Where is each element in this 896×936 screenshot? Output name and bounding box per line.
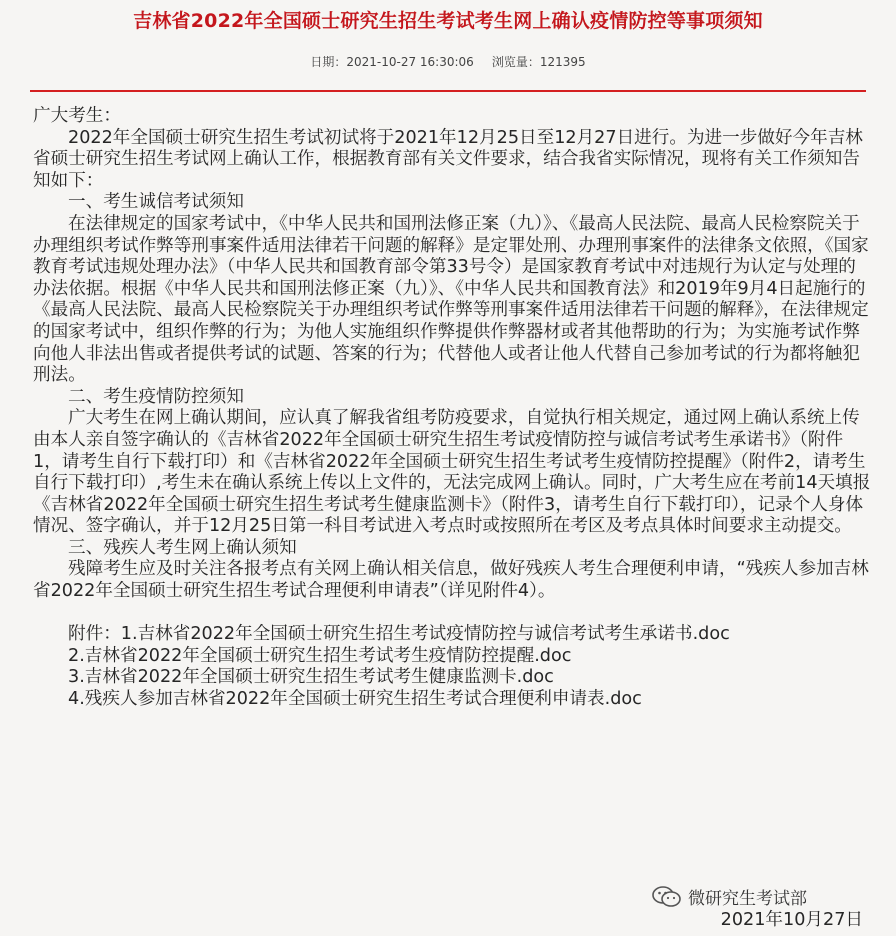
publish-date: 日期：2021-10-27 16:30:06 bbox=[310, 55, 474, 69]
page-title: 吉林省2022年全国硕士研究生招生考试考生网上确认疫情防控等事项须知 bbox=[133, 10, 763, 32]
section-1-heading: 一、考生诚信考试须知 bbox=[68, 192, 244, 213]
attachment-link-4[interactable]: 4.残疾人参加吉林省2022年全国硕士研究生招生考试合理便利申请表.doc bbox=[68, 689, 642, 710]
article-body bbox=[33, 106, 871, 711]
intro-paragraph: 2022年全国硕士研究生招生考试初试将于2021年12月25日至12月27日进行。为进一步做好今年吉林省硕士研究生招生考试网上确认工作，根据教育部有关文件要求，结合我省实际情况，现将有关工作须知告知如下： bbox=[33, 127, 863, 191]
article-meta bbox=[0, 53, 896, 70]
watermark-text: 微研究生考试部 bbox=[688, 889, 807, 909]
section-3-heading: 三、残疾人考生网上确认须知 bbox=[68, 537, 297, 558]
section-2-text: 广大考生在网上确认期间，应认真了解我省组考防疫要求，自觉执行相关规定，通过网上确认系统上传由本人亲自签字确认的《吉林省2022年全国硕士研究生招生考试疫情防控与诚信考试考生承诺书》（附件1，请考生自行下载打印）和《吉林省2022年全国硕士研究生招生考试考生疫情防控提醒》（附件2，请考生自行下载打印）,考生未在确认系统上传以上文件的，无法完成网上确认。同时，广大考生应在考前14天填报《吉林省2022年全国硕士研究生招生考试考生健康监测卡》（附件3，请考生自行下载打印），记录个人身体情况、签字确认，并于12月25日第一科目考试进入考点时或按照所在考区及考点具体时间要求主动提交。 bbox=[33, 408, 871, 537]
attachment-link-1[interactable]: 附件：1.吉林省2022年全国硕士研究生招生考试疫情防控与诚信考试考生承诺书.doc bbox=[68, 624, 730, 645]
section-2-heading: 二、考生疫情防控须知 bbox=[68, 386, 244, 407]
attachment-link-2[interactable]: 2.吉林省2022年全国硕士研究生招生考试考生疫情防控提醒.doc bbox=[68, 645, 572, 666]
title-divider bbox=[30, 90, 866, 92]
greeting: 广大考生： bbox=[33, 106, 121, 126]
view-count: 浏览量：121395 bbox=[491, 55, 586, 69]
wechat-icon bbox=[652, 885, 682, 909]
section-1-text: 在法律规定的国家考试中，《中华人民共和国刑法修正案（九）》、《最高人民法院、最高人民检察院关于办理组织考试作弊等刑事案件适用法律若干问题的解释》是定罪处刑、办理刑事案件的法律条文依照，《国家教育考试违规处理办法》（中华人民共和国教育部令第33号令）是国家教育考试中对违规行为认定与处理的办法依据。根据《中华人民共和国刑法修正案（九）》、《中华人民共和国教育法》和2019年9月4日起施行的《最高人民法院、最高人民检察院关于办理组织考试作弊等刑事案件适用法律若干问题的解释》，在法律规定的国家考试中，组织作弊的行为；为他人实施组织作弊提供作弊器材或者其他帮助的行为；为实施考试作弊向他人非法出售或者提供考试的试题、答案的行为；代替他人或者让他人代替自己参加考试的行为都将触犯刑法。 bbox=[33, 213, 869, 386]
signature-date: 2021年10月27日 bbox=[720, 910, 863, 930]
section-3-text: 残障考生应及时关注各报考点有关网上确认相关信息，做好残疾人考生合理便利申请，“残疾人参加吉林省2022年全国硕士研究生招生考试合理便利申请表”（详见附件4）。 bbox=[33, 559, 869, 602]
attachment-link-3[interactable]: 3.吉林省2022年全国硕士研究生招生考试考生健康监测卡.doc bbox=[68, 667, 554, 688]
